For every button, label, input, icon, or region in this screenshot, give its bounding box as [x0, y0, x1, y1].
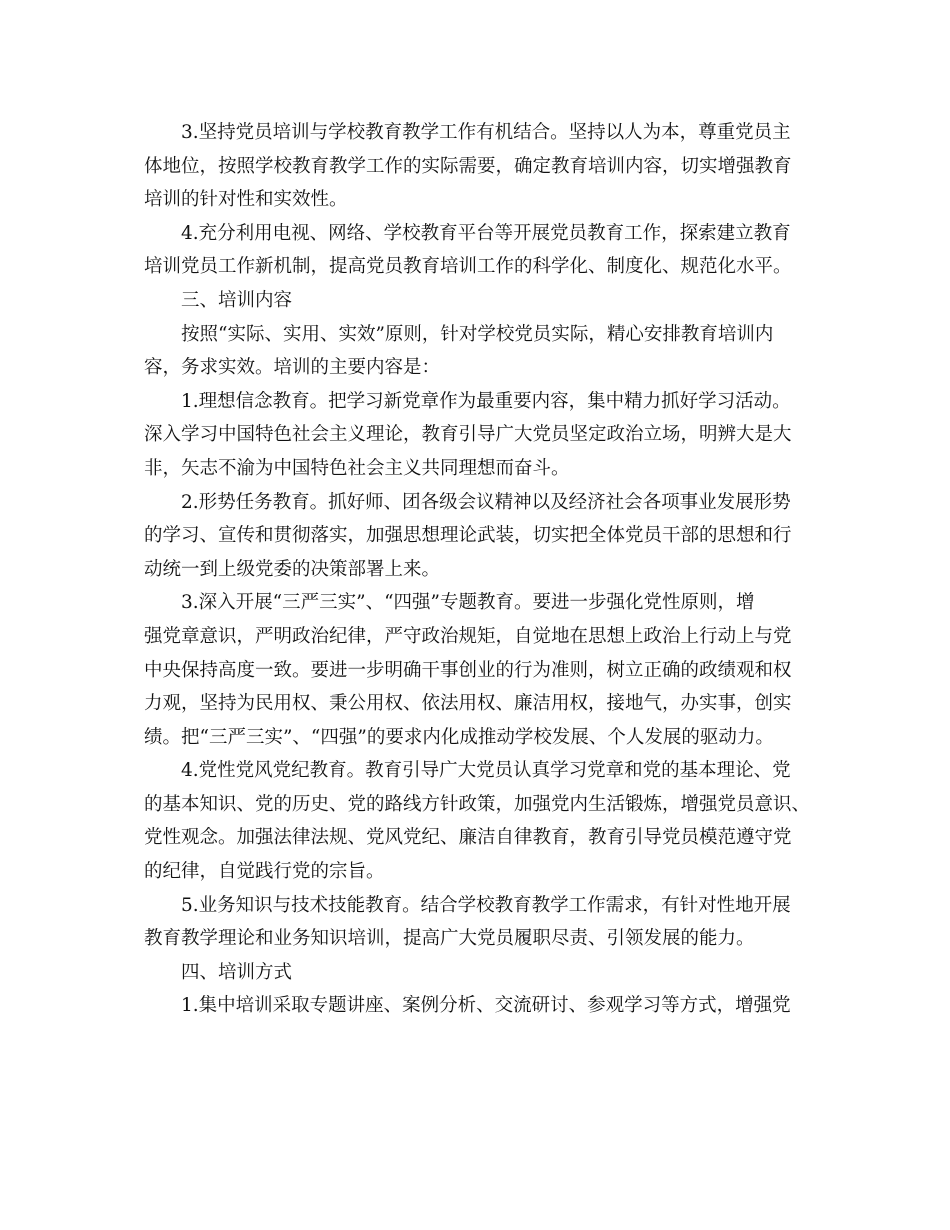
text-line: 按照“实际、实用、实效”原则，针对学校党员实际，精心安排教育培训内 [181, 323, 774, 345]
text-line: 容，务求实效。培训的主要内容是： [144, 357, 441, 379]
section-heading: 三、培训内容 [181, 289, 293, 311]
text-line: 深入学习中国特色社会主义理论，教育引导广大党员坚定政治立场，明辨大是大 [144, 424, 792, 446]
text-line: 3.深入开展“三严三实”、“四强”专题教育。要进一步强化党性原则，增 [181, 592, 755, 614]
text-line: 2.形势任务教育。抓好师、团各级会议精神以及经济社会各项事业发展形势 [181, 491, 791, 513]
text-line: 4.党性党风党纪教育。教育引导广大党员认真学习党章和党的基本理论、党 [181, 760, 791, 782]
text-line: 动统一到上级党委的决策部署上来。 [144, 558, 441, 580]
text-line: 力观，坚持为民用权、秉公用权、依法用权、廉洁用权，接地气，办实事，创实 [144, 693, 792, 715]
text-line: 1.理想信念教育。把学习新党章作为最重要内容，集中精力抓好学习活动。 [181, 390, 791, 412]
text-line: 1.集中培训采取专题讲座、案例分析、交流研讨、参观学习等方式，增强党 [181, 995, 791, 1017]
text-line: 3.坚持党员培训与学校教育教学工作有机结合。坚持以人为本，尊重党员主 [181, 122, 791, 143]
text-line: 的学习、宣传和贯彻落实，加强思想理论武装，切实把全体党员干部的思想和行 [144, 525, 792, 547]
text-line: 强党章意识，严明政治纪律，严守政治规矩，自觉地在思想上政治上行动上与党 [144, 625, 792, 647]
text-line: 培训党员工作新机制，提高党员教育培训工作的科学化、制度化、规范化水平。 [144, 256, 792, 278]
text-line: 非，矢志不渝为中国特色社会主义共同理想而奋斗。 [144, 457, 570, 479]
text-line: 的基本知识、党的历史、党的路线方针政策，加强党内生活锻炼，增强党员意识、 [144, 793, 811, 815]
document-body [144, 116, 809, 1023]
text-line: 中央保持高度一致。要进一步明确干事创业的行为准则，树立正确的政绩观和权 [144, 659, 792, 681]
text-line: 4.充分利用电视、网络、学校教育平台等开展党员教育工作，探索建立教育 [181, 222, 791, 244]
text-line: 的纪律，自觉践行党的宗旨。 [144, 861, 385, 883]
text-line: 体地位，按照学校教育教学工作的实际需要，确定教育培训内容，切实增强教育 [144, 155, 792, 177]
text-line: 党性观念。加强法律法规、党风党纪、廉洁自律教育，教育引导党员模范遵守党 [144, 827, 792, 849]
text-line: 5.业务知识与技术技能教育。结合学校教育教学工作需求，有针对性地开展 [181, 894, 791, 916]
section-heading: 四、培训方式 [181, 961, 293, 983]
text-line: 培训的针对性和实效性。 [144, 189, 348, 211]
text-line: 教育教学理论和业务知识培训，提高广大党员履职尽责、引领发展的能力。 [144, 928, 755, 950]
text-line: 绩。把“三严三实”、“四强”的要求内化成推动学校发展、个人发展的驱动力。 [144, 726, 774, 748]
